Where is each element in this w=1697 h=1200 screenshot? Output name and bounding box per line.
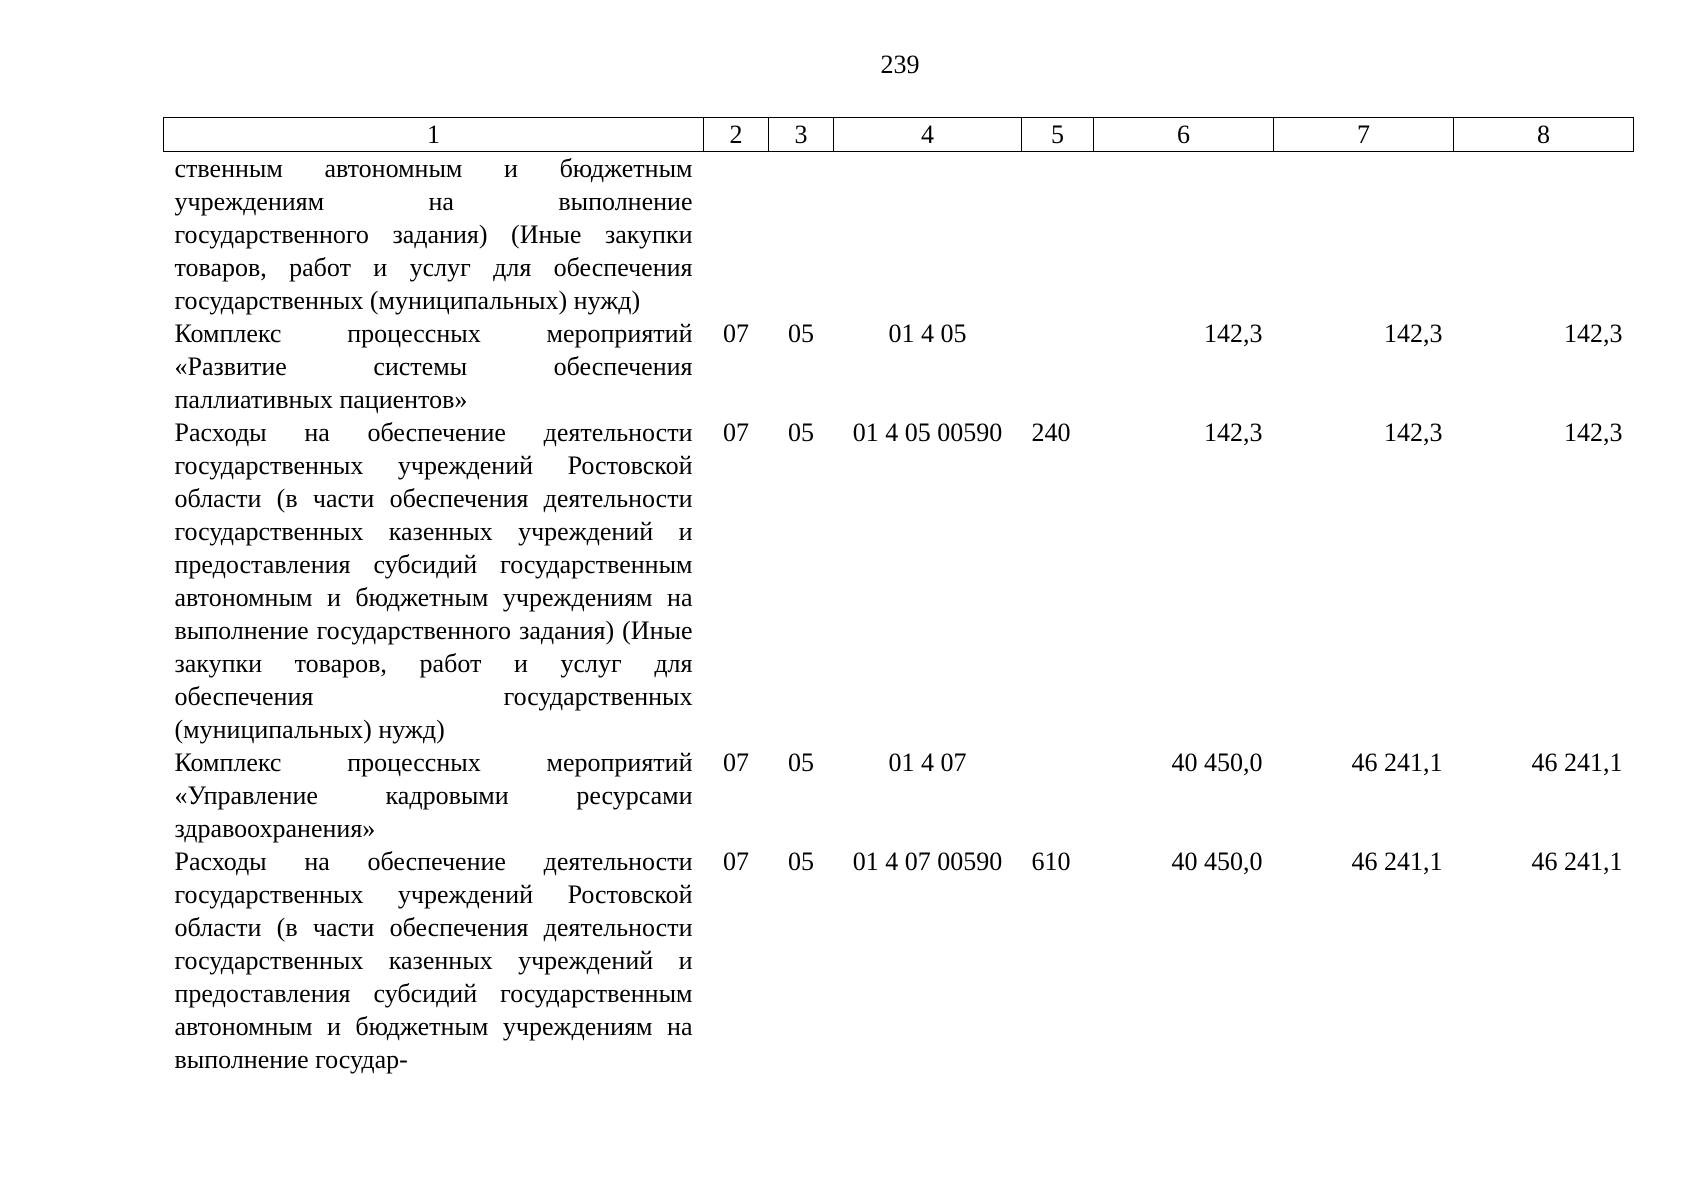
amount-col-7: 142,3 [1384, 418, 1443, 447]
amount-col-6: 40 450,0 [1171, 847, 1263, 876]
row-description: ственным автономным и бюджетным учреждениям на выполнение государственного задания) (Иные закупки товаров, работ и услуг для обеспечения государственных (муниципальных) нужд) [174, 154, 693, 315]
row-description: Комплекс процессных мероприятий «Развитие системы обеспечения паллиативных пациентов» [174, 319, 693, 414]
table-row [164, 152, 1634, 318]
amount-col-8: 142,3 [1564, 319, 1623, 348]
table-row [164, 845, 1634, 1076]
amount-col-7: 142,3 [1384, 319, 1443, 348]
column-header-7: 7 [1274, 118, 1454, 152]
amount-col-7: 46 241,1 [1351, 847, 1443, 876]
section-code: 07 [723, 748, 749, 777]
row-description: Комплекс процессных мероприятий «Управление кадровыми ресурсами здравоохранения» [174, 748, 693, 843]
table-header-row [164, 118, 1634, 152]
amount-col-8 [1454, 152, 1634, 318]
target-article-code: 01 4 07 [888, 748, 967, 777]
table-row [164, 746, 1634, 845]
column-header-5: 5 [1022, 118, 1094, 152]
expense-type-code [1022, 317, 1094, 416]
amount-col-7: 46 241,1 [1351, 748, 1443, 777]
subsection-code: 05 [788, 418, 814, 447]
section-code: 07 [723, 847, 749, 876]
target-article-code: 01 4 05 00590 [852, 418, 1003, 447]
expense-type-code: 610 [1031, 847, 1071, 876]
amount-col-8: 46 241,1 [1531, 847, 1623, 876]
amount-col-6 [1094, 152, 1274, 318]
amount-col-6: 40 450,0 [1171, 748, 1263, 777]
section-code: 07 [723, 319, 749, 348]
subsection-code [769, 152, 834, 318]
table-row [164, 416, 1634, 746]
amount-col-7 [1274, 152, 1454, 318]
budget-table [163, 117, 1634, 1076]
table-row [164, 317, 1634, 416]
target-article-code: 01 4 05 [888, 319, 967, 348]
subsection-code: 05 [788, 847, 814, 876]
column-header-6: 6 [1094, 118, 1274, 152]
expense-type-code [1022, 152, 1094, 318]
section-code [704, 152, 769, 318]
target-article-code: 01 4 07 00590 [852, 847, 1003, 876]
amount-col-6: 142,3 [1204, 319, 1263, 348]
page-number: 239 [880, 50, 920, 79]
amount-col-8: 46 241,1 [1531, 748, 1623, 777]
row-description: Расходы на обеспечение деятельности государственных учреждений Ростовской области (в части обеспечения деятельности государственных казенных учреждений и предоставления субсидий государственным автономным и бюджетным учреждениям на выполнение государ- [174, 847, 693, 1074]
amount-col-6: 142,3 [1204, 418, 1263, 447]
column-header-1: 1 [164, 118, 704, 152]
row-description: Расходы на обеспечение деятельности государственных учреждений Ростовской области (в части обеспечения деятельности государственных казенных учреждений и предоставления субсидий государственным автономным и бюджетным учреждениям на выполнение государственного задания) (Иные закупки товаров, работ и услуг для обеспечения государственных (муниципальных) нужд) [174, 418, 693, 744]
subsection-code: 05 [788, 748, 814, 777]
column-header-8: 8 [1454, 118, 1634, 152]
expense-type-code: 240 [1031, 418, 1071, 447]
section-code: 07 [723, 418, 749, 447]
column-header-4: 4 [834, 118, 1022, 152]
target-article-code [834, 152, 1022, 318]
amount-col-8: 142,3 [1564, 418, 1623, 447]
column-header-2: 2 [704, 118, 769, 152]
expense-type-code [1022, 746, 1094, 845]
subsection-code: 05 [788, 319, 814, 348]
column-header-3: 3 [769, 118, 834, 152]
